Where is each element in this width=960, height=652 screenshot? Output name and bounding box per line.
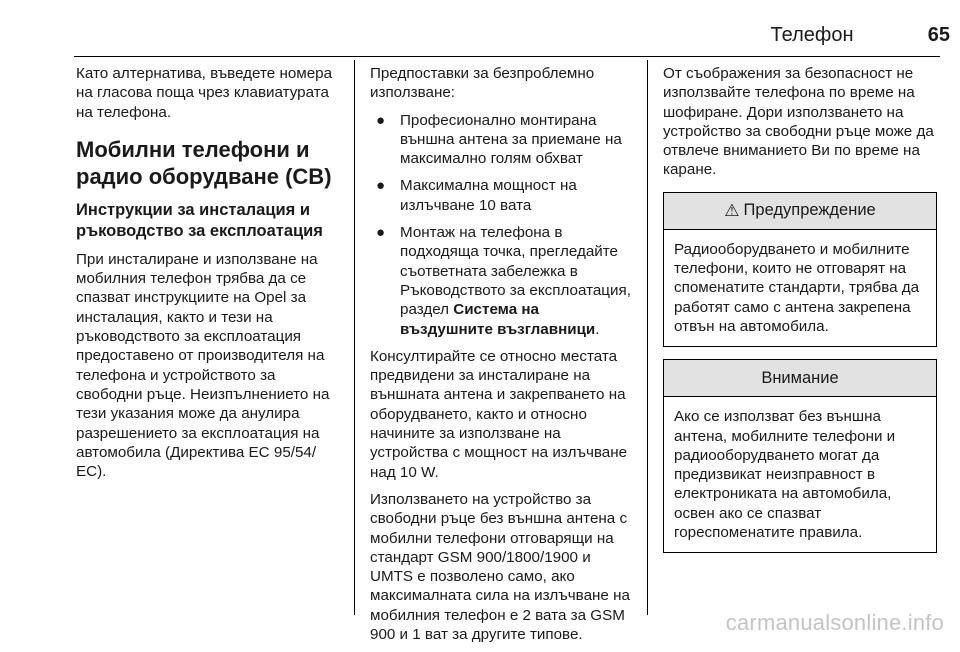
intro-paragraph: Като алтернатива, въведете номера на гласова поща чрез клавиатурата на телефона. (76, 65, 333, 121)
column-2 (370, 64, 632, 652)
list-item (370, 223, 632, 339)
caution-box (663, 359, 937, 553)
warning-text: Радиооборудването и мобилните телефони, които не отговарят на споменатите стандарти, трябва да работят само с антена закрепена отвън на автомобила. (674, 240, 920, 335)
warning-triangle-icon: ⚠ (724, 201, 740, 221)
warning-header (664, 193, 936, 230)
page-title: Телефон (770, 24, 854, 46)
cross-reference-link[interactable]: Система на въздушните възглавници (400, 301, 596, 338)
list-item (370, 111, 632, 169)
list-item (370, 176, 632, 215)
caution-text: Ако се използват без външна антена, мобилните телефони и радиооборудването могат да предизвикат неизправност в електрониката на автомобила, освен ако се спазват гореспоменатите правила. (674, 408, 896, 542)
body-paragraph: Консултирайте се относно местата предвидени за инсталиране на външната антена и закрепването на оборудването, както и относно начините за използване на устройства с мощност на излъчване над 10 W. (370, 347, 628, 481)
bullet-icon: ● (376, 111, 386, 129)
column-divider-2 (647, 60, 648, 615)
bullet-icon: ● (376, 177, 386, 195)
body-paragraph: При инсталиране и използване на мобилния телефон трябва да се спазват инструкциите на Opel за инсталация, както и тези на ръководството за експлоатация предоставено от производителя на телефона и устройството за свободни ръце. Неизпълнението на тези указания може да анулира разрешението за експлоатация на автомобила (Директива EC 95/54/ EC). (76, 250, 330, 481)
warning-title: Предупреждение (743, 201, 876, 220)
safety-paragraph: От съображения за безопасност не използвайте телефона по време на шофиране. Дори използването на устройство за свободни ръце може да отвлече вниманието Ви по време на каране. (663, 65, 934, 179)
column-divider-1 (354, 60, 355, 615)
subsection-heading: Инструкции за инсталация и ръководство за експлоатация (76, 200, 323, 240)
watermark: carmanualsonline.info (725, 610, 944, 635)
bullet-icon: ● (376, 224, 386, 242)
column-1 (76, 64, 338, 489)
column-3 (663, 64, 937, 563)
warning-box (663, 192, 937, 347)
prerequisites-list (370, 111, 632, 339)
body-paragraph: Използването на устройство за свободни ръце без външна антена с мобилни телефони отговарящи на стандарт GSM 900/1800/1900 и UMTS е позволено само, ако максималната сила на излъчване на мобилния телефон е 2 вата за GSM 900 и 1 ват за другите типове. (370, 490, 630, 644)
header-divider (74, 56, 940, 57)
list-item-end: . (595, 320, 600, 338)
list-item-text: Монтаж на телефона в подходяща точка, прегледайте съответната забележка в Ръководството за експлоатация, раздел (400, 224, 631, 319)
page-number: 65 (927, 24, 950, 46)
caution-header (664, 360, 936, 397)
section-heading: Мобилни телефони и радио оборудване (CB) (76, 136, 332, 189)
list-item-text: Максимална мощност на излъчване 10 вата (400, 177, 577, 214)
caution-title: Внимание (761, 368, 839, 387)
list-item-text: Професионално монтирана външна антена за приемане на максимално голям обхват (400, 111, 622, 168)
prerequisites-intro: Предпоставки за безпроблемно използване: (370, 65, 595, 102)
